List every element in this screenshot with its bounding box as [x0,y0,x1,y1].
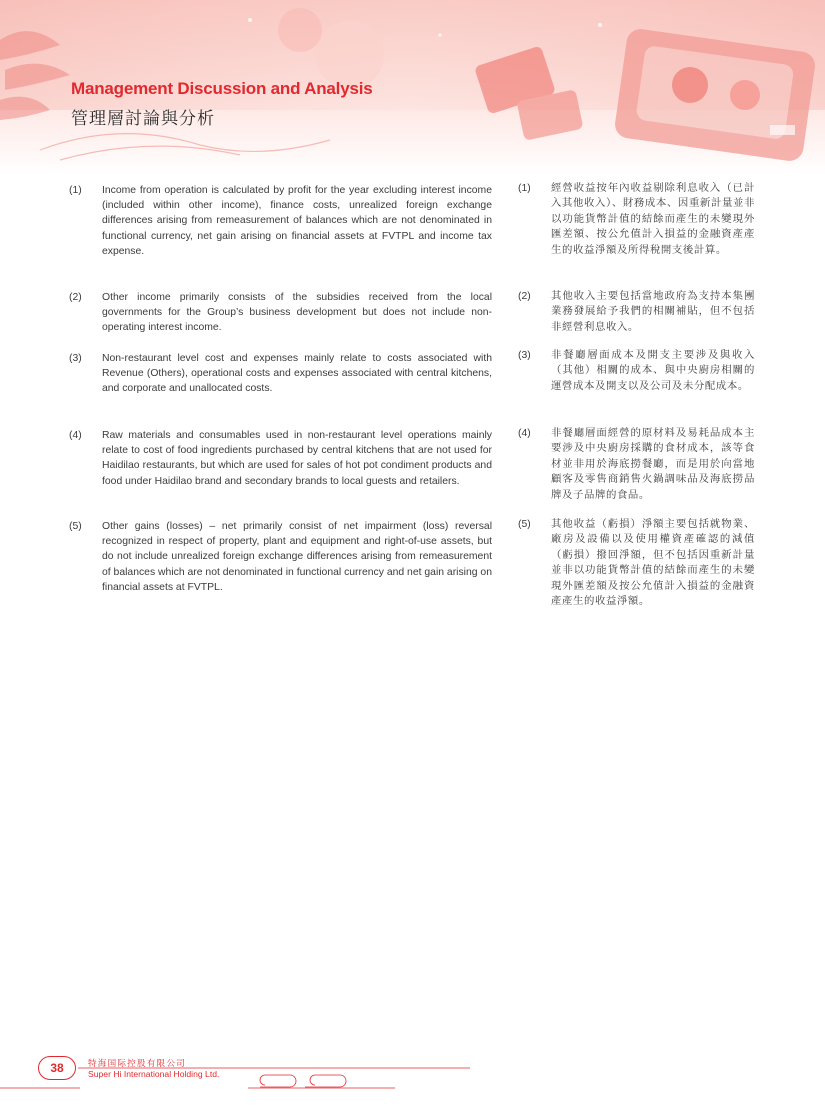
note-text: Non-restaurant level cost and expenses mainly relate to costs associated with Revenue (Others), operational costs and expenses associated with central kitchens, and corporate and unallocated costs. [102,353,492,395]
note-en-5 [69,519,492,595]
note-en-4 [69,428,492,489]
note-number: (4) [518,428,531,439]
page-title-en: Management Discussion and Analysis [71,79,373,98]
note-number: (4) [69,430,82,441]
page-footer [0,1045,825,1120]
note-en-2 [69,290,492,336]
note-zh-5 [518,517,755,609]
note-text: Income from operation is calculated by profit for the year excluding interest income (included within other income), finance costs, unrealized foreign exchange differences arising from remeasurement of balances which are not denominated in functional currency, net gain arising on financial assets at FVTPL and income tax expense. [102,185,492,257]
note-text: 非餐廳層面經營的原材料及易耗品成本主要涉及中央廚房採購的食材成本，該等食材並非用於海底撈餐廳，而是用於向當地顧客及零售商銷售火鍋調味品及海底撈品牌及子品牌的食品。 [551,427,755,501]
note-text: 其他收益（虧損）淨額主要包括就物業、廠房及設備以及使用權資產確認的減值（虧損）撥回淨額，但不包括因重新計量並非以功能貨幣計值的結餘而產生的未變現外匯差額及按公允值計入損益的金融資產產生的收益淨額。 [551,518,755,608]
note-zh-4 [518,426,755,503]
company-name-en: Super Hi International Holding Ltd. [88,1069,220,1079]
note-number: (3) [69,353,82,364]
note-en-3 [69,351,492,397]
page-number: 38 [38,1056,76,1080]
note-number: (1) [69,185,82,196]
note-number: (2) [518,291,531,302]
note-number: (3) [518,350,531,361]
note-text: Raw materials and consumables used in non-restaurant level operations mainly relate to cost of food ingredients purchased by central kitchens that are not used for Haidilao restaurants, but which are used for sales of hot pot condiment products and food under Haidilao brand and secondary brands to local guests and retailers. [102,430,492,487]
note-number: (2) [69,292,82,303]
note-number: (5) [69,521,82,532]
note-text: Other gains (losses) – net primarily consist of net impairment (loss) reversal recognized in respect of property, plant and equipment and right-of-use assets, but do not include unrealized foreign exchange differences arising from remeasurement of balances which are not denominated in functional currency and net gain arising on financial assets at FVTPL. [102,521,492,593]
page-title-zh: 管理層討論與分析 [71,109,215,129]
note-en-1 [69,183,492,259]
company-name-zh: 特海国际控股有限公司 [88,1059,186,1069]
note-text: Other income primarily consists of the subsidies received from the local governments for the Group’s business development but does not include non-operating interest income. [102,292,492,334]
note-zh-1 [518,181,755,258]
note-text: 非餐廳層面成本及開支主要涉及與收入（其他）相關的成本、與中央廚房相關的運營成本及開支以及公司及未分配成本。 [551,349,755,392]
note-text: 其他收入主要包括當地政府為支持本集團業務發展給予我們的相關補貼，但不包括非經營利息收入。 [551,290,755,333]
note-number: (1) [518,183,531,194]
note-number: (5) [518,519,531,530]
note-text: 經營收益按年內收益剔除利息收入（已計入其他收入）、財務成本、因重新計量並非以功能貨幣計值的結餘而產生的未變現外匯差額、按公允值計入損益的金融資產產生的收益淨額及所得稅開支後計算。 [551,182,755,256]
note-zh-3 [518,348,755,394]
note-zh-2 [518,289,755,335]
